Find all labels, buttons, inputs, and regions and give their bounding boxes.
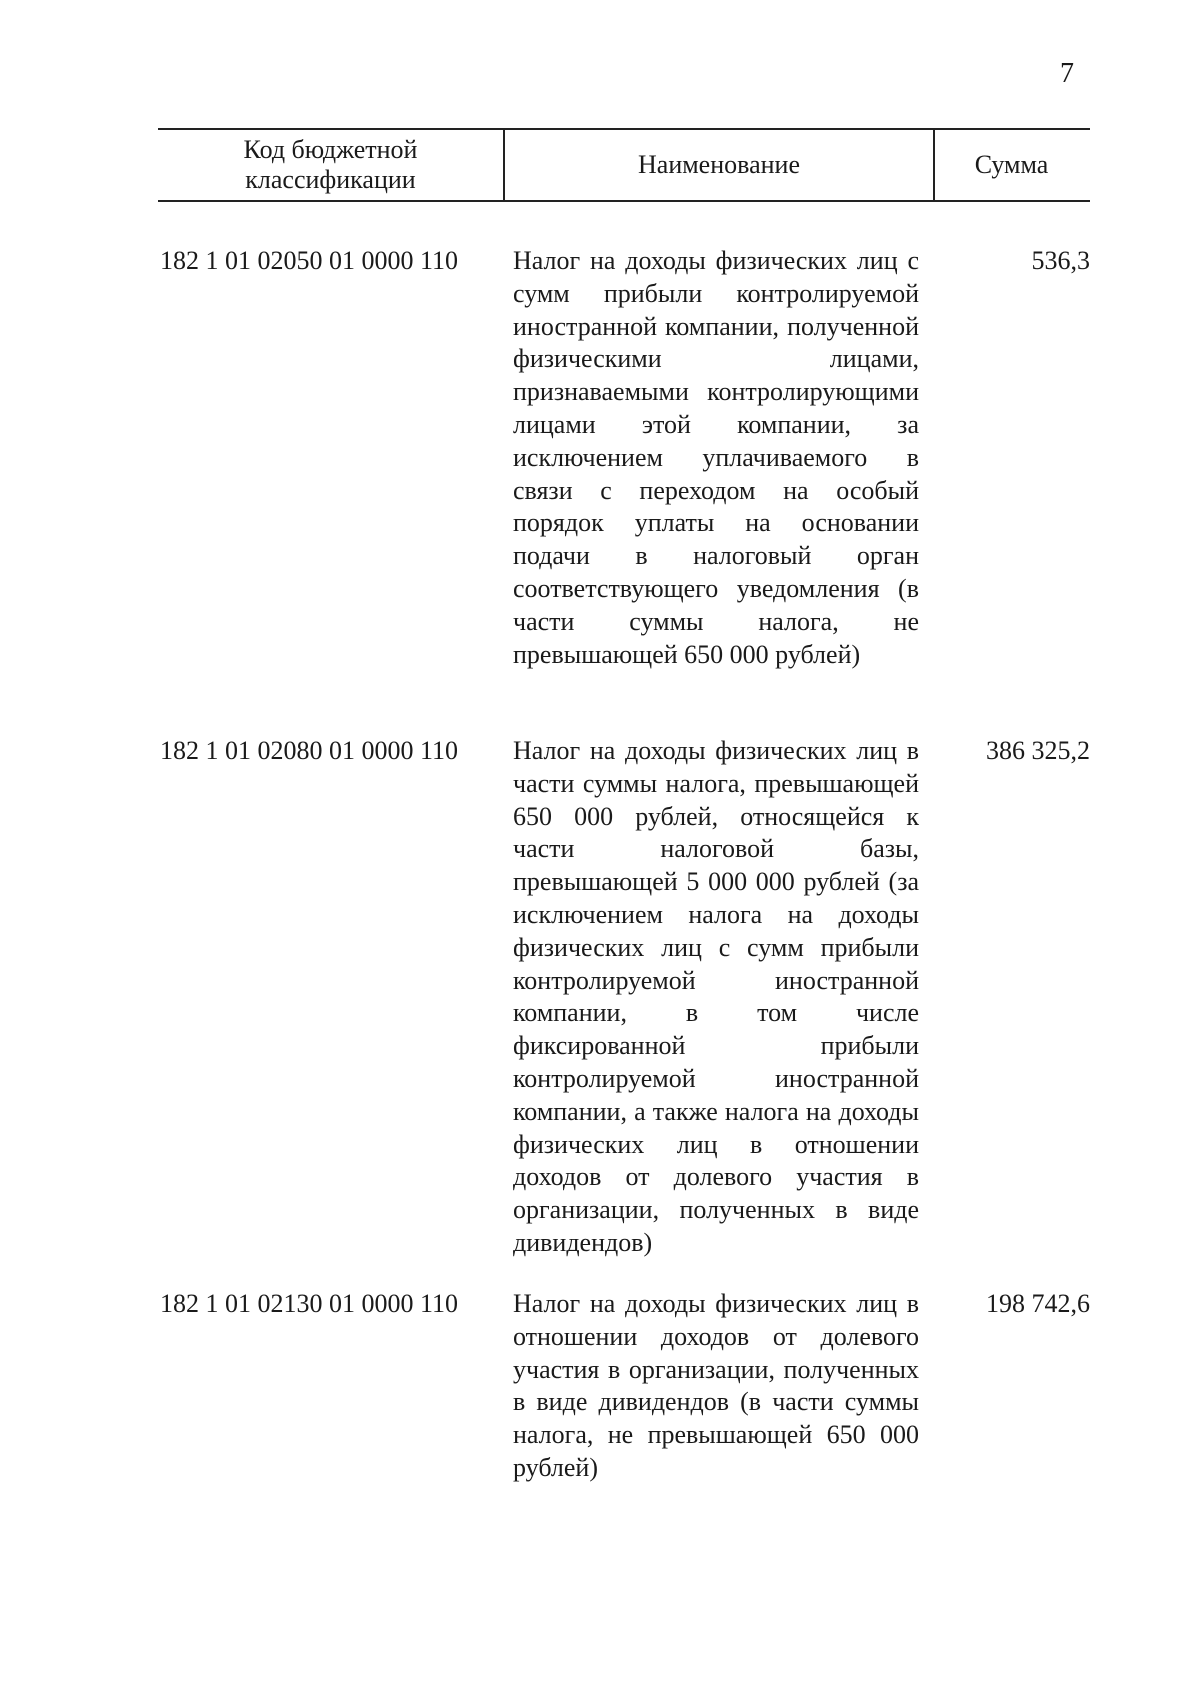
- row-code: 182 1 01 02130 01 0000 110: [160, 1289, 459, 1318]
- page-number: 7: [1060, 58, 1074, 89]
- row-name: Налог на доходы физических лиц с сумм прибыли контролируемой иностранной компании, полученной физическими лицами, признаваемыми контролирующими лицами этой компании, за исключением уплачиваемого в связи с переходом на особый порядок уплаты на основании подачи в налоговый орган соответствующего уведомления (в части суммы налога, не превышающей 650 000 рублей): [513, 246, 919, 669]
- header-name: Наименование: [503, 130, 935, 200]
- row-sum: 386 325,2: [986, 736, 1090, 765]
- row-name: Налог на доходы физических лиц в отношении доходов от долевого участия в организации, полученных в виде дивидендов (в части суммы налога, не превышающей 650 000 рублей): [513, 1289, 919, 1482]
- header-sum: Сумма: [974, 150, 1049, 179]
- row-code: 182 1 01 02050 01 0000 110: [160, 246, 459, 275]
- table-header: [158, 128, 1090, 202]
- row-sum: 536,3: [1031, 246, 1090, 275]
- row-sum: 198 742,6: [986, 1289, 1090, 1318]
- header-code: Код бюджетной классификации: [243, 135, 418, 194]
- row-name: Налог на доходы физических лиц в части суммы налога, превышающей 650 000 рублей, относящейся к части налоговой базы, превышающей 5 000 000 рублей (за исключением налога на доходы физических лиц с сумм прибыли контролируемой иностранной компании, в том числе фиксированной прибыли контролируемой иностранной компании, а также налога на доходы физических лиц в отношении доходов от долевого участия в организации, полученных в виде дивидендов): [513, 736, 919, 1257]
- row-code: 182 1 01 02080 01 0000 110: [160, 736, 459, 765]
